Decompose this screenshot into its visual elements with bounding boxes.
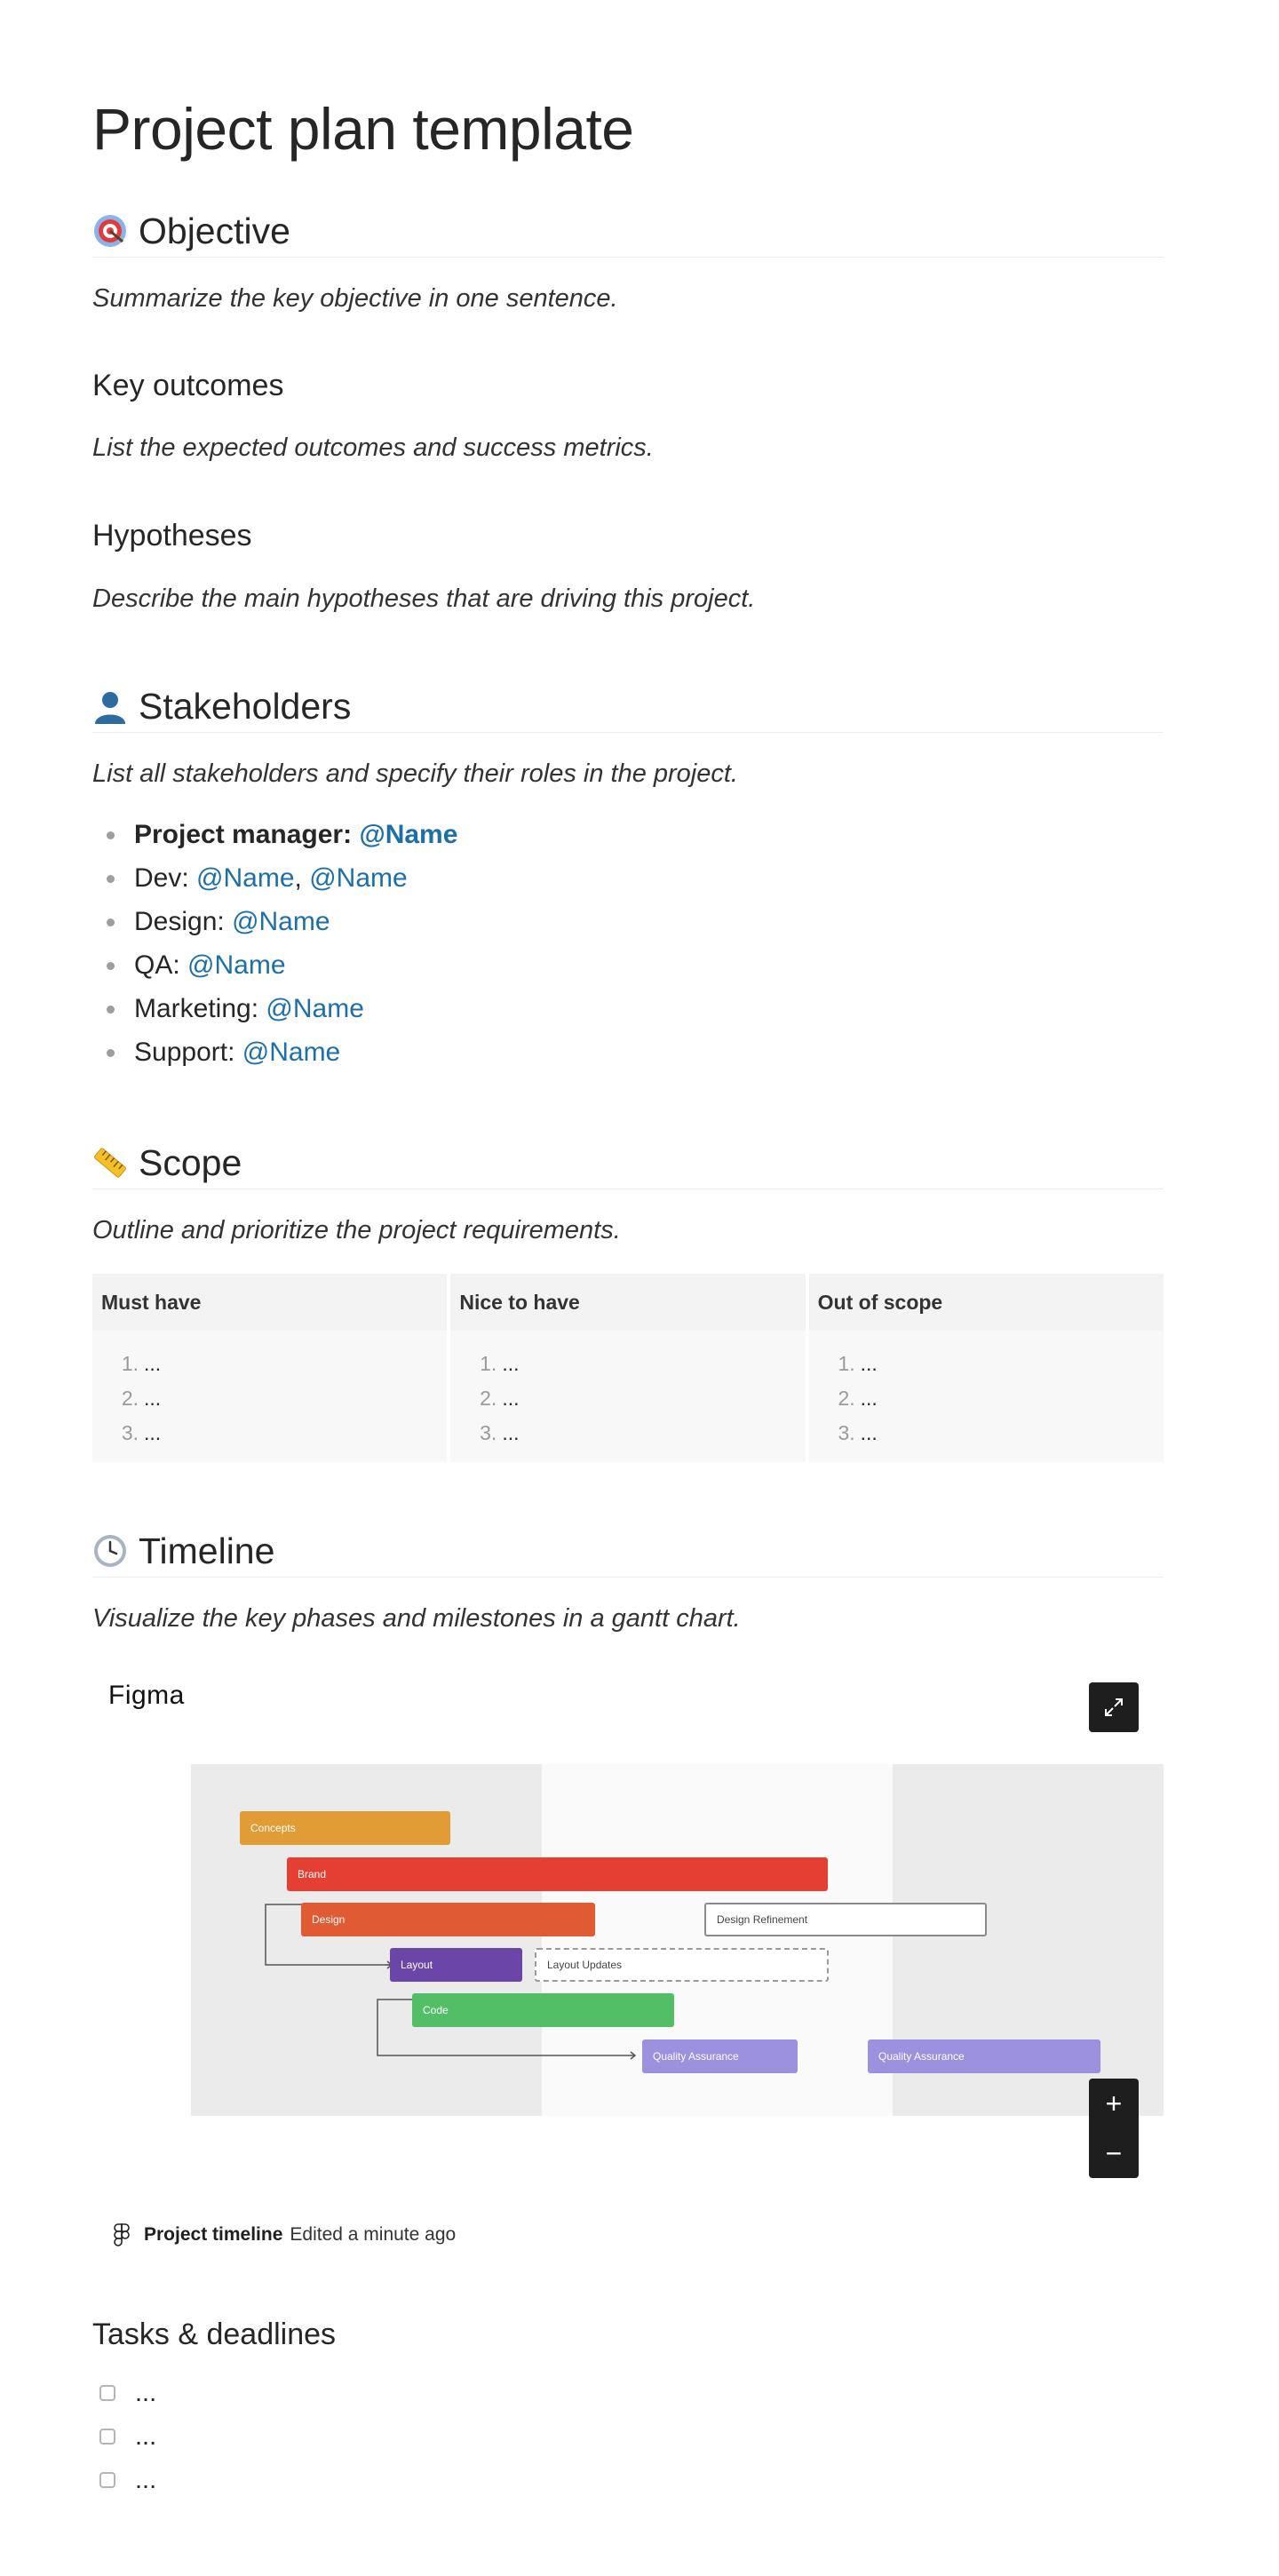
figma-edited-status: Edited a minute ago bbox=[290, 2224, 457, 2245]
stakeholders-description: List all stakeholders and specify their roles in the project. bbox=[92, 759, 738, 788]
bullet-dot bbox=[107, 831, 115, 839]
task-text[interactable]: ... bbox=[135, 2378, 157, 2407]
task-checkbox[interactable] bbox=[99, 2385, 115, 2401]
scope-item-text: ... bbox=[502, 1387, 520, 1410]
expand-button[interactable] bbox=[1089, 1682, 1139, 1732]
stakeholder-item bbox=[92, 859, 408, 898]
objective-description: Summarize the key objective in one sentence. bbox=[92, 284, 618, 313]
task-item bbox=[92, 2419, 156, 2454]
mention-link[interactable]: @Name bbox=[242, 1038, 341, 1067]
timeline-heading bbox=[92, 1524, 1164, 1578]
scope-item-text: ... bbox=[860, 1421, 878, 1444]
gantt-bar-quality-assurance[interactable]: Quality Assurance bbox=[642, 2039, 798, 2073]
task-text[interactable]: ... bbox=[135, 2465, 157, 2494]
mention-link[interactable]: @Name bbox=[232, 907, 330, 936]
scope-table bbox=[92, 1274, 1164, 1462]
timeline-description: Visualize the key phases and milestones in a gantt chart. bbox=[92, 1604, 741, 1633]
figma-icon bbox=[114, 2223, 130, 2246]
scope-column-must-have bbox=[92, 1274, 447, 1462]
scope-item-text: ... bbox=[144, 1352, 162, 1375]
mention-separator: , bbox=[294, 863, 302, 893]
key-outcomes-heading: Key outcomes bbox=[92, 369, 284, 402]
mention-link[interactable]: @Name bbox=[266, 994, 364, 1023]
person-icon bbox=[92, 688, 128, 724]
stakeholder-role: Design: bbox=[134, 907, 225, 936]
gantt-bar-brand[interactable]: Brand bbox=[287, 1857, 828, 1891]
bullet-dot bbox=[107, 962, 115, 970]
zoom-in-button[interactable]: + bbox=[1105, 2087, 1123, 2119]
zoom-controls bbox=[1089, 2079, 1139, 2178]
ruler-icon bbox=[92, 1145, 128, 1181]
scope-list-item[interactable]: 2. ... bbox=[838, 1387, 878, 1410]
gantt-bar-design[interactable]: Design bbox=[301, 1903, 595, 1936]
task-checkbox[interactable] bbox=[99, 2429, 115, 2445]
mention-link[interactable]: @Name bbox=[359, 820, 458, 849]
scope-list-item[interactable]: 1. ... bbox=[838, 1352, 878, 1375]
hypotheses-heading: Hypotheses bbox=[92, 519, 252, 553]
scope-item-text: ... bbox=[502, 1421, 520, 1444]
stakeholder-role: QA: bbox=[134, 950, 180, 980]
zoom-out-button[interactable]: − bbox=[1105, 2136, 1123, 2169]
tasks-heading: Tasks & deadlines bbox=[92, 2318, 337, 2351]
key-outcomes-description: List the expected outcomes and success metrics. bbox=[92, 433, 654, 462]
mention-link[interactable]: @Name bbox=[196, 863, 295, 893]
objective-title: Objective bbox=[139, 210, 290, 251]
scope-list-item[interactable]: 1. ... bbox=[121, 1352, 162, 1375]
stakeholder-role: Dev: bbox=[134, 863, 189, 893]
hypotheses-description: Describe the main hypotheses that are driving this project. bbox=[92, 584, 756, 613]
stakeholder-item bbox=[92, 990, 364, 1029]
scope-column-header: Out of scope bbox=[809, 1274, 1164, 1331]
stakeholder-item bbox=[92, 946, 286, 985]
bullet-dot bbox=[107, 1006, 115, 1014]
mention-link[interactable]: @Name bbox=[309, 863, 408, 893]
stakeholder-item bbox=[92, 1033, 340, 1072]
scope-list-item[interactable]: 1. ... bbox=[480, 1352, 520, 1375]
gantt-bar-concepts[interactable]: Concepts bbox=[240, 1811, 450, 1845]
target-icon bbox=[92, 213, 128, 249]
scope-list-item[interactable]: 2. ... bbox=[121, 1387, 162, 1410]
figma-brand: Figma bbox=[108, 1681, 185, 1710]
page-title: Project plan template bbox=[92, 96, 634, 162]
scope-list-item[interactable]: 3. ... bbox=[480, 1421, 520, 1444]
figma-file-info[interactable] bbox=[114, 2219, 456, 2251]
scope-item-text: ... bbox=[144, 1421, 162, 1444]
bullet-dot bbox=[107, 1049, 115, 1057]
task-item bbox=[92, 2462, 156, 2498]
stakeholder-item bbox=[92, 902, 330, 942]
gantt-bar-layout-updates[interactable]: Layout Updates bbox=[535, 1948, 829, 1982]
expand-icon bbox=[1102, 1696, 1125, 1719]
figma-file-name: Project timeline bbox=[144, 2224, 283, 2245]
scope-item-text: ... bbox=[860, 1387, 878, 1410]
scope-column-nice-to-have bbox=[450, 1274, 805, 1462]
gantt-bar-code[interactable]: Code bbox=[412, 1993, 674, 2027]
stakeholder-role: Marketing: bbox=[134, 994, 259, 1023]
scope-column-out-of-scope bbox=[809, 1274, 1164, 1462]
objective-heading bbox=[92, 204, 1164, 258]
gantt-canvas[interactable] bbox=[191, 1764, 1164, 2116]
mention-link[interactable]: @Name bbox=[187, 950, 286, 980]
scope-heading bbox=[92, 1136, 1164, 1189]
stakeholders-heading bbox=[92, 680, 1164, 733]
scope-column-header: Must have bbox=[92, 1274, 447, 1331]
task-checkbox[interactable] bbox=[99, 2472, 115, 2488]
scope-item-text: ... bbox=[144, 1387, 162, 1410]
scope-item-text: ... bbox=[502, 1352, 520, 1375]
gantt-bar-design-refinement[interactable]: Design Refinement bbox=[704, 1903, 987, 1936]
timeline-title: Timeline bbox=[139, 1530, 275, 1571]
stakeholder-item bbox=[92, 815, 457, 855]
gantt-bar-quality-assurance[interactable]: Quality Assurance bbox=[868, 2039, 1100, 2073]
scope-title: Scope bbox=[139, 1141, 242, 1183]
scope-item-text: ... bbox=[860, 1352, 878, 1375]
task-text[interactable]: ... bbox=[135, 2421, 157, 2451]
scope-list-item[interactable]: 3. ... bbox=[838, 1421, 878, 1444]
stakeholder-role: Support: bbox=[134, 1038, 235, 1067]
stakeholders-title: Stakeholders bbox=[139, 685, 352, 727]
scope-description: Outline and prioritize the project requirements. bbox=[92, 1216, 621, 1244]
clock-icon bbox=[92, 1533, 128, 1569]
bullet-dot bbox=[107, 875, 115, 883]
scope-column-header: Nice to have bbox=[450, 1274, 805, 1331]
scope-list-item[interactable]: 3. ... bbox=[121, 1421, 162, 1444]
bullet-dot bbox=[107, 918, 115, 926]
stakeholder-role: Project manager: bbox=[134, 820, 353, 849]
figma-embed[interactable] bbox=[92, 1650, 1164, 2254]
scope-list-item[interactable]: 2. ... bbox=[480, 1387, 520, 1410]
task-item bbox=[92, 2375, 156, 2411]
gantt-bar-layout[interactable]: Layout bbox=[390, 1948, 522, 1982]
